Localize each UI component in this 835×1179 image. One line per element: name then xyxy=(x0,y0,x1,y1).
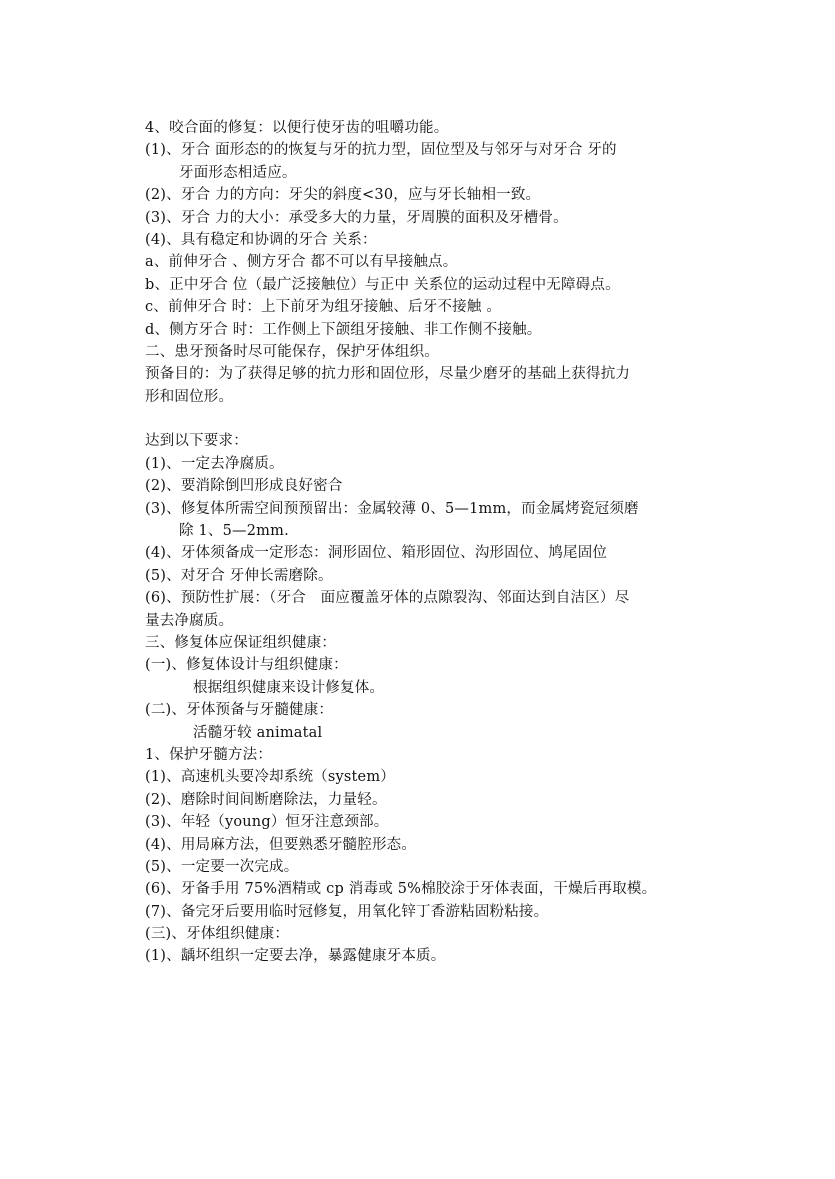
blank-line xyxy=(145,408,705,430)
text-line: 达到以下要求： xyxy=(145,433,248,450)
text-line: (6)、预防性扩展：（牙合 面应覆盖牙体的点隙裂沟、邻面达到自洁区）尽 xyxy=(145,590,630,607)
text-line: d、侧方牙合 时：工作侧上下颌组牙接触、非工作侧不接触。 xyxy=(145,321,542,338)
text-line: (2)、要消除倒凹形成良好密合 xyxy=(145,478,343,495)
text-line: 形和固位形。 xyxy=(145,388,234,405)
text-line: (三)、牙体组织健康： xyxy=(145,926,290,943)
text-line: a、前伸牙合 、侧方牙合 都不可以有早接触点。 xyxy=(145,254,458,271)
text-line: (2)、磨除时间间断磨除法，力量轻。 xyxy=(145,791,387,808)
text-line: 根据组织健康来设计修复体。 xyxy=(193,679,385,696)
text-line: (5)、一定要一次完成。 xyxy=(145,858,299,875)
text-line: c、前伸牙合 时：上下前牙为组牙接触、后牙不接触 。 xyxy=(145,299,502,316)
text-line: (1)、一定去净腐质。 xyxy=(145,455,284,472)
document-page xyxy=(145,117,705,968)
text-line: (2)、牙合 力的方向：牙尖的斜度<30，应与牙长轴相一致。 xyxy=(145,187,541,204)
text-line: 活髓牙较 animatal xyxy=(193,724,323,741)
text-line: (6)、牙备手用 75%酒精或 cp 消毒或 5%棉胶涂于牙体表面，干燥后再取模。 xyxy=(145,881,657,898)
text-line: (3)、年轻（young）恒牙注意颈部。 xyxy=(145,814,389,831)
text-line: 1、保护牙髓方法： xyxy=(145,746,273,763)
text-line: (4)、用局麻方法，但要熟悉牙髓腔形态。 xyxy=(145,836,417,853)
text-line: 二、患牙预备时尽可能保存，保护牙体组织。 xyxy=(145,343,439,360)
text-line: (7)、备完牙后要用临时冠修复，用氧化锌丁香游粘固粉粘接。 xyxy=(145,903,549,920)
text-line: b、正中牙合 位（最广泛接触位）与正中 关系位的运动过程中无障碍点。 xyxy=(145,276,620,293)
text-line: (1)、牙合 面形态的的恢复与牙的抗力型，固位型及与邻牙与对牙合 牙的 xyxy=(145,142,617,159)
text-line: (1)、高速机头要冷却系统（system） xyxy=(145,769,395,786)
text-line: (4)、牙体须备成一定形态：洞形固位、箱形固位、沟形固位、鸠尾固位 xyxy=(145,545,608,562)
text-line: (一)、修复体设计与组织健康： xyxy=(145,657,348,674)
text-line: (3)、修复体所需空间预预留出：金属较薄 0、5—1mm，而金属烤瓷冠须磨 xyxy=(145,500,639,517)
text-line: 4、咬合面的修复：以便行使牙齿的咀嚼功能。 xyxy=(145,120,449,136)
text-line: 除 1、5—2mm. xyxy=(179,523,289,540)
text-line: 量去净腐质。 xyxy=(145,612,234,629)
text-line: 牙面形态相适应。 xyxy=(179,164,297,181)
text-line: (5)、对牙合 牙伸长需磨除。 xyxy=(145,567,333,584)
text-line: (1)、龋坏组织一定要去净，暴露健康牙本质。 xyxy=(145,948,446,965)
text-line: (3)、牙合 力的大小：承受多大的力量，牙周膜的面积及牙槽骨。 xyxy=(145,209,568,226)
text-line: (二)、牙体预备与牙髓健康： xyxy=(145,702,334,719)
text-line: 预备目的：为了获得足够的抗力形和固位形，尽量少磨牙的基础上获得抗力 xyxy=(145,366,631,383)
text-line: (4)、具有稳定和协调的牙合 关系： xyxy=(145,231,377,248)
text-line: 三、修复体应保证组织健康： xyxy=(145,634,337,651)
